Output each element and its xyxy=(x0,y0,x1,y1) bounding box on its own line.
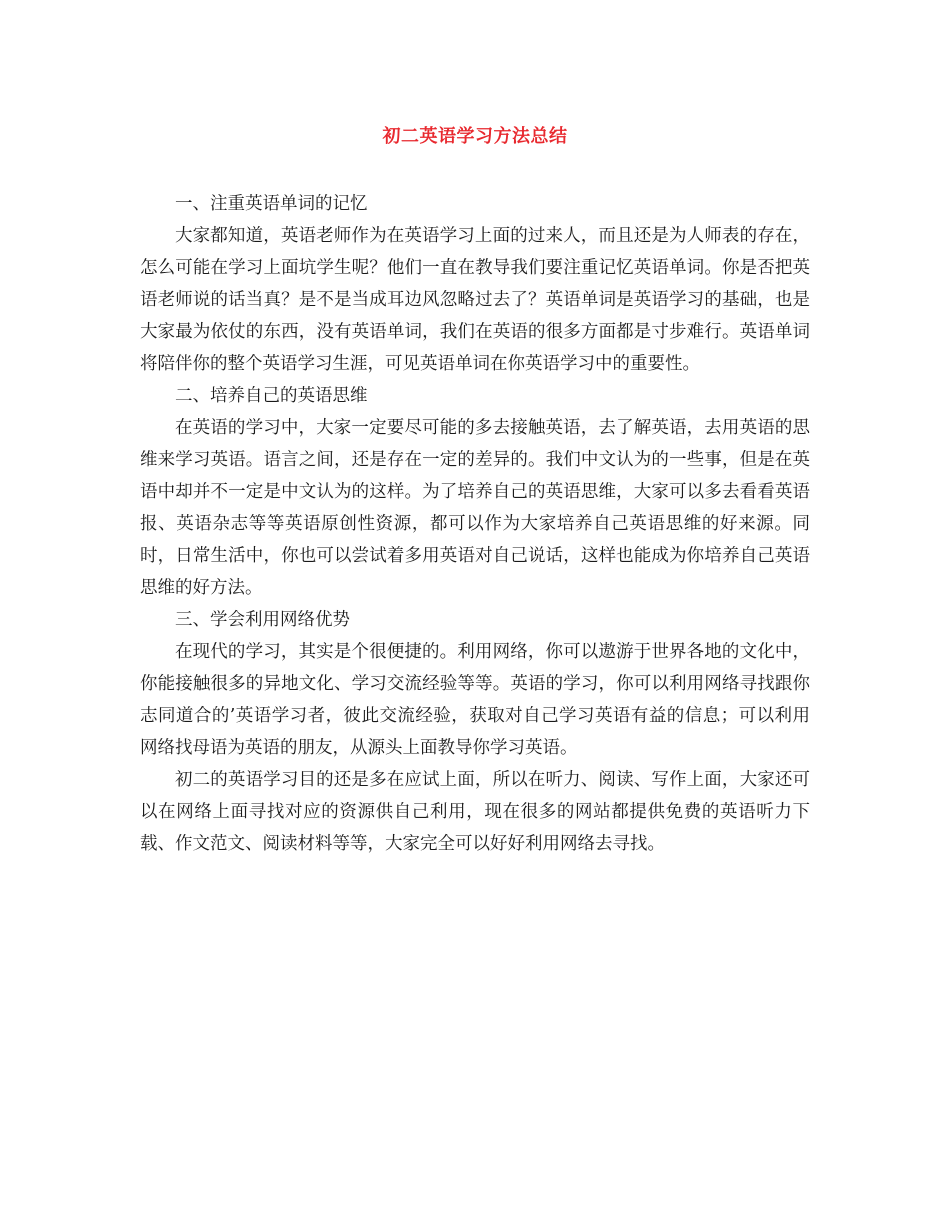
section-heading-3: 三、学会利用网络优势 xyxy=(175,610,350,630)
document-body xyxy=(140,188,810,860)
section-heading-2: 二、培养自己的英语思维 xyxy=(175,386,368,406)
section-1-paragraph-1: 大家都知道，英语老师作为在英语学习上面的过来人，而且还是为人师表的存在，怎么可能在学习上面坑学生呢？他们一直在教导我们要注重记忆英语单词。你是否把英语老师说的话当真？是不是当成耳边风忽略过去了？英语单词是英语学习的基础，也是大家最为依仗的东西，没有英语单词，我们在英语的很多方面都是寸步难行。英语单词将陪伴你的整个英语学习生涯，可见英语单词在你英语学习中的重要性。 xyxy=(140,226,810,374)
section-3-paragraph-2: 初二的英语学习目的还是多在应试上面，所以在听力、阅读、写作上面，大家还可以在网络上面寻找对应的资源供自己利用，现在很多的网站都提供免费的英语听力下载、作文范文、阅读材料等等，大家完全可以好好利用网络去寻找。 xyxy=(140,770,810,854)
section-heading-1: 一、注重英语单词的记忆 xyxy=(175,194,368,214)
document-page xyxy=(140,0,810,1230)
section-3-paragraph-1: 在现代的学习，其实是个很便捷的。利用网络，你可以遨游于世界各地的文化中，你能接触很多的异地文化、学习交流经验等等。英语的学习，你可以利用网络寻找跟你志同道合的’英语学习者，彼此交流经验，获取对自己学习英语有益的信息；可以利用网络找母语为英语的朋友，从源头上面教导你学习英语。 xyxy=(140,642,810,758)
section-2-paragraph-1: 在英语的学习中，大家一定要尽可能的多去接触英语，去了解英语，去用英语的思维来学习英语。语言之间，还是存在一定的差异的。我们中文认为的一些事，但是在英语中却并不一定是中文认为的这样。为了培养自己的英语思维，大家可以多去看看英语报、英语杂志等等英语原创性资源，都可以作为大家培养自己英语思维的好来源。同时，日常生活中，你也可以尝试着多用英语对自己说话，这样也能成为你培养自己英语思维的好方法。 xyxy=(140,418,810,598)
document-title: 初二英语学习方法总结 xyxy=(382,126,568,147)
